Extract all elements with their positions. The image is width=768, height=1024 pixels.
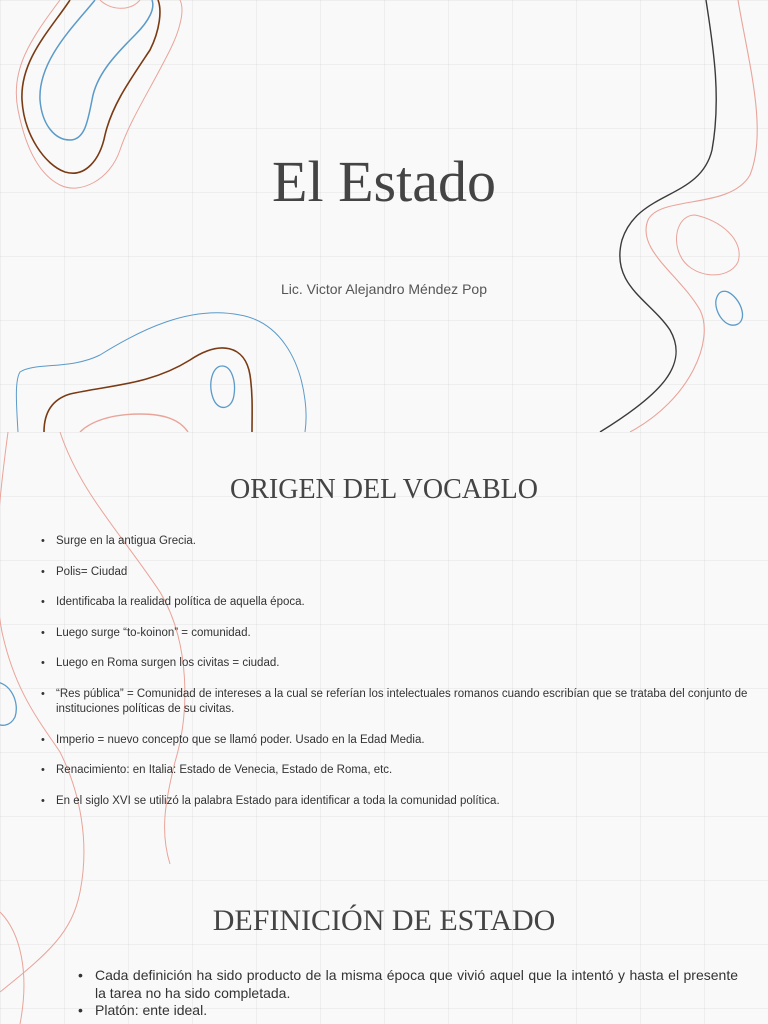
list-item: • Renacimiento: en Italia: Estado de Venecia, Estado de Roma, etc. [38, 763, 760, 778]
content-slide [0, 432, 768, 1024]
list-item: • Polis= Ciudad [38, 565, 760, 580]
section-heading-origin: ORIGEN DEL VOCABLO [230, 474, 538, 505]
list-item: • En el siglo XVI se utilizó la palabra Estado para identificar a toda la comunidad política. [38, 794, 760, 809]
presentation-title: El Estado [272, 149, 496, 214]
list-item: • Imperio = nuevo concepto que se llamó poder. Usado en la Edad Media. [38, 733, 760, 748]
list-item: • Identificaba la realidad política de aquella época. [38, 595, 760, 610]
list-item: • Surge en la antigua Grecia. [38, 534, 760, 549]
list-item: • Luego en Roma surgen los civitas = ciudad. [38, 656, 760, 671]
section-heading-definition: DEFINICIÓN DE ESTADO [212, 904, 556, 937]
title-slide [0, 0, 768, 432]
definition-bullet-list [78, 967, 738, 1020]
list-item: • “Res pública” = Comunidad de intereses a la cual se referían los intelectuales romanos cuando escribían que se trataba del conjunto de instituciones políticas de su civitas. [38, 687, 760, 717]
presentation-author: Lic. Victor Alejandro Méndez Pop [281, 281, 487, 297]
list-item: • Cada definición ha sido producto de la misma época que vivió aquel que la intentó y hasta el presente la tarea no ha sido completada. [78, 967, 738, 1002]
topographic-lines-decoration [0, 0, 768, 432]
origin-bullet-list [38, 534, 760, 824]
list-item: • Luego surge “to-koinon” = comunidad. [38, 626, 760, 641]
list-item: • Platón: ente ideal. [78, 1002, 738, 1020]
